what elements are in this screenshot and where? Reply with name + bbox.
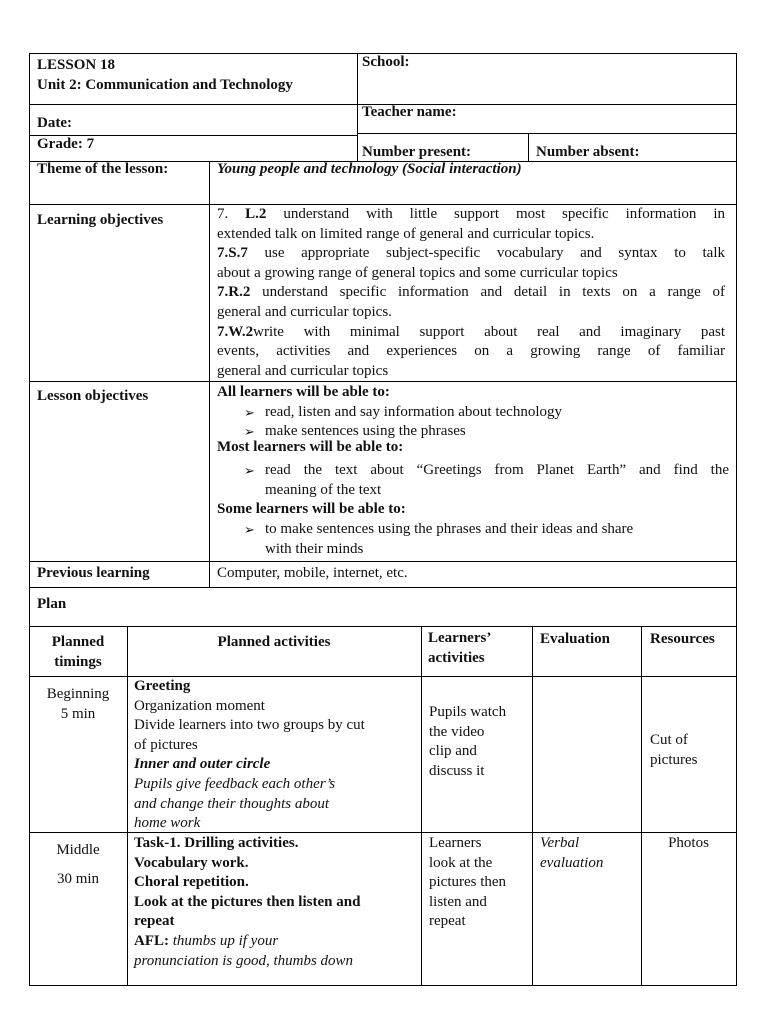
list-item: to make sentences using the phrases and their ideas and share <box>265 521 634 537</box>
beginning-learners-activities: Pupils watch the video clip and discuss it <box>429 704 507 779</box>
objective-code: 7.W.2 <box>217 323 254 340</box>
timing-beginning: Beginning 5 min <box>46 686 110 722</box>
header-evaluation: Evaluation <box>540 631 611 647</box>
beginning-activities: Greeting Organization moment Divide learners into two groups by cut of pictures Inner and outer circle Pupils give feedback each other’s and change their thoughts about home work <box>134 678 365 832</box>
header-activities: Planned activities <box>217 634 331 650</box>
bullet-arrow-icon: ➢ <box>244 522 255 537</box>
some-learners-heading: Some learners will be able to: <box>217 501 406 517</box>
middle-activities: Task-1. Drilling activities. Vocabulary work. Choral repetition. Look at the pictures then listen and repeat AFL: thumbs up if your pronunciation is good, thumbs down <box>134 835 361 969</box>
learning-objectives-label: Learning objectives <box>37 212 164 228</box>
previous-learning-label: Previous learning <box>37 565 150 581</box>
learning-objective-line <box>217 283 725 303</box>
date-label: Date: <box>37 115 72 131</box>
header-timings: Planned timings <box>51 634 105 670</box>
list-item-continuation: with their minds <box>265 541 364 557</box>
learning-objective-line <box>217 362 388 382</box>
middle-evaluation: Verbal evaluation <box>540 835 604 871</box>
lesson-objectives-label: Lesson objectives <box>37 388 149 404</box>
number-present-label: Number present: <box>362 144 472 160</box>
most-learners-heading: Most learners will be able to: <box>217 439 404 455</box>
beginning-resources: Cut of pictures <box>650 732 698 768</box>
middle-learners-activities: Learners look at the pictures then listen and repeat <box>429 835 507 930</box>
objective-text: use appropriate subject-specific vocabulary and syntax to talk <box>247 245 725 262</box>
learning-objective-line <box>217 323 725 343</box>
previous-learning-value: Computer, mobile, internet, etc. <box>217 565 408 581</box>
objective-text: general and curricular topics <box>217 362 389 379</box>
teacher-name-label: Teacher name: <box>362 104 457 120</box>
learning-objective-line <box>217 225 594 245</box>
learning-objective-line <box>217 264 618 284</box>
header-learners: Learners’ activities <box>428 630 492 666</box>
list-item-continuation: meaning of the text <box>265 482 382 498</box>
objective-prefix: 7. <box>217 206 246 222</box>
timing-middle-duration: 30 min <box>56 871 100 887</box>
list-item: read, listen and say information about technology <box>265 404 563 420</box>
learning-objective-line <box>217 244 725 264</box>
number-absent-label: Number absent: <box>536 144 640 160</box>
objective-text: events, activities and experiences on a growing range of familiar <box>217 343 725 360</box>
timing-middle-label: Middle <box>56 842 100 858</box>
theme-label: Theme of the lesson: <box>37 161 169 177</box>
objective-text: about a growing range of general topics and some curricular topics <box>217 264 618 281</box>
school-label: School: <box>362 54 410 70</box>
middle-resources: Photos <box>668 835 709 851</box>
bullet-arrow-icon: ➢ <box>244 424 255 439</box>
learning-objective-line <box>217 303 392 323</box>
objective-text: understand specific information and detail in texts on a range of <box>250 284 725 301</box>
learning-objective-line <box>217 342 725 362</box>
list-item: read the text about “Greetings from Planet Earth” and find the <box>265 462 729 478</box>
objective-text: extended talk on limited range of general and curricular topics. <box>217 225 595 242</box>
objective-code: 7.R.2 <box>217 284 251 301</box>
objective-code: L.2 <box>245 206 267 222</box>
objective-text: general and curricular topics. <box>217 304 392 320</box>
list-item: make sentences using the phrases <box>265 423 466 439</box>
learning-objective-line <box>217 205 725 225</box>
header-resources: Resources <box>650 631 715 647</box>
objective-text: understand with little support most specific information in <box>266 206 725 222</box>
objective-code: 7.S.7 <box>217 245 248 262</box>
objective-text: write with minimal support about real and imaginary past <box>253 323 725 340</box>
lesson-number: LESSON 18 <box>37 57 115 73</box>
plan-label: Plan <box>37 596 67 612</box>
bullet-arrow-icon: ➢ <box>244 463 255 478</box>
bullet-arrow-icon: ➢ <box>244 405 255 420</box>
unit-title: Unit 2: Communication and Technology <box>37 77 293 93</box>
grade-label: Grade: 7 <box>37 136 95 152</box>
theme-value: Young people and technology (Social interaction) <box>217 161 522 177</box>
all-learners-heading: All learners will be able to: <box>217 384 390 400</box>
